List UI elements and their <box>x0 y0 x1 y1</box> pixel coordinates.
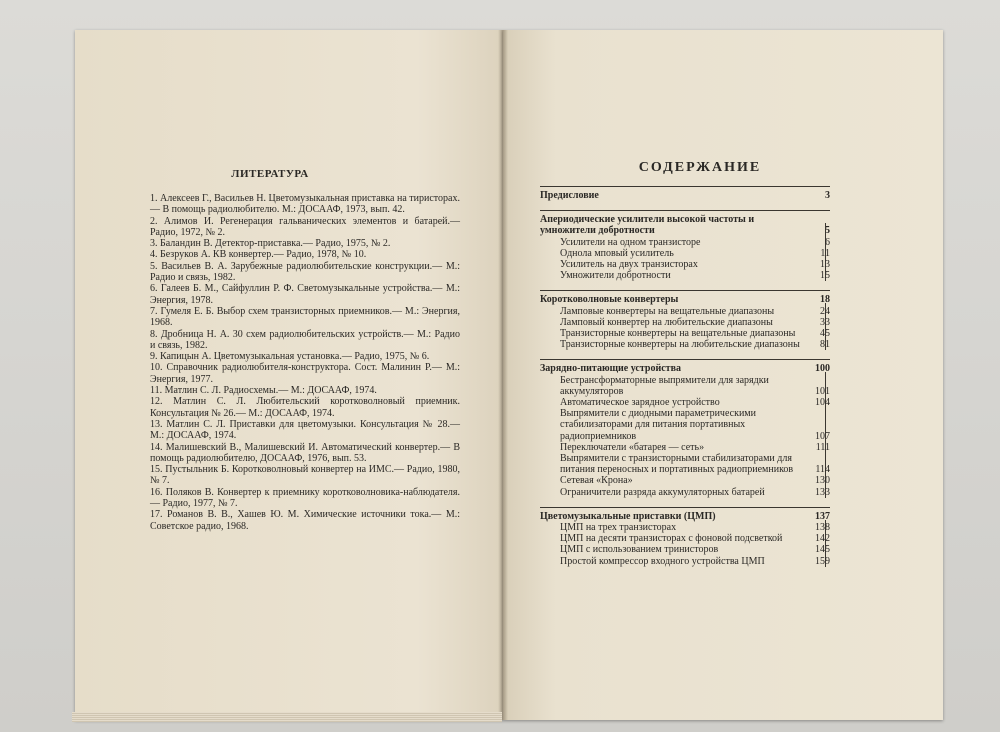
entry-page-number: 15 <box>820 270 830 282</box>
contents-entry <box>540 190 830 201</box>
contents-subentry <box>560 487 830 498</box>
contents-entry <box>540 294 830 305</box>
contents-subentry <box>560 317 830 328</box>
entry-page-number: 145 <box>815 544 830 556</box>
contents-entry <box>540 363 830 374</box>
entry-title: ЦМП с использованием тринисторов <box>560 544 719 556</box>
entry-page-number: 45 <box>820 328 830 340</box>
literature-item: 3. Баландин В. Детектор-приставка.— Радио, 1975, № 2. <box>150 238 391 250</box>
entry-title: Усилители на одном транзисторе <box>560 236 701 248</box>
entry-title: Сетевая «Крона» <box>560 475 633 487</box>
contents-subentry <box>560 328 830 339</box>
entry-page-number: 159 <box>815 555 830 567</box>
entry-title: Предисловие <box>540 190 599 201</box>
contents-subentry <box>560 408 830 442</box>
entry-page-number: 6 <box>825 236 830 248</box>
entry-page-number: 33 <box>820 316 830 328</box>
contents-subentry <box>560 339 830 350</box>
book-gutter <box>498 30 508 720</box>
section-heading <box>540 210 830 236</box>
entry-title: Ограничители разряда аккумуляторных батарей <box>560 486 765 498</box>
section-heading <box>540 359 830 374</box>
entry-title: Выпрямители с транзисторными стабилизаторами для питания переносных и портативных радиоприемников <box>560 453 794 476</box>
contents-subentry <box>560 397 830 408</box>
entry-page-number: 137 <box>815 510 830 522</box>
entry-title: Цветомузыкальные приставки (ЦМП) <box>540 510 716 522</box>
contents-entry <box>540 214 830 236</box>
entry-page-number: 3 <box>825 190 830 201</box>
entry-title: Переключатели «батарея — сеть» <box>560 441 705 453</box>
section-heading <box>540 186 830 201</box>
entry-page-number: 142 <box>815 533 830 545</box>
entry-page-number: 100 <box>815 363 830 375</box>
literature-item: 9. Капицын А. Цветомузыкальная установка.— Радио, 1975, № 6. <box>150 351 430 363</box>
entry-page-number: 24 <box>820 305 830 317</box>
contents-subentry <box>560 375 830 397</box>
entry-title: Бестрансформаторные выпрямители для зарядки аккумуляторов <box>560 374 769 397</box>
entry-title: Коротковолновые конвертеры <box>540 294 679 306</box>
contents-subentry <box>560 544 830 555</box>
contents-subentry <box>560 306 830 317</box>
entry-page-number: 138 <box>815 522 830 534</box>
contents-subentry <box>560 270 830 281</box>
contents-title: СОДЕРЖАНИЕ <box>638 160 762 175</box>
entry-title: Простой компрессор входного устройства ЦМП <box>560 555 765 567</box>
literature-item: 11. Матлин С. Л. Радиосхемы.— М.: ДОСААФ, 1974. <box>150 385 377 397</box>
entry-title: Зарядно-питающие устройства <box>540 363 681 375</box>
contents-subentry <box>560 522 830 533</box>
entry-page-number: 5 <box>825 225 830 237</box>
literature-item: 8. Дробница Н. А. 30 схем радиолюбительских устройств.— М.: Радио и связь, 1982. <box>150 328 460 351</box>
literature-list <box>150 193 460 532</box>
contents-section <box>540 507 830 567</box>
literature-item: 6. Галеев Б. М., Сайфуллин Р. Ф. Светомузыкальные устройства.— М.: Энергия, 1978. <box>150 283 460 306</box>
entry-page-number: 13 <box>820 259 830 271</box>
literature-item: 17. Романов В. В., Хашев Ю. М. Химические источники тока.— М.: Советское радио, 1968. <box>150 509 460 532</box>
literature-item: 4. Безруков А. КВ конвертер.— Радио, 1978, № 10. <box>150 249 367 261</box>
entry-title: Ламповые конвертеры на вещательные диапазоны <box>560 305 775 317</box>
contents-subentry <box>560 259 830 270</box>
contents-section <box>540 290 830 350</box>
table-of-contents <box>540 186 830 576</box>
entry-title: Однола мповый усилитель <box>560 247 674 259</box>
literature-item: 1. Алексеев Г., Васильев Н. Цветомузыкальная приставка на тиристорах.— В помощь радиолюбителю. М.: ДОСААФ, 1973, вып. 42. <box>150 193 460 216</box>
entry-title: Автоматическое зарядное устройство <box>560 397 720 409</box>
contents-subentry <box>560 453 830 475</box>
entry-page-number: 107 <box>815 430 830 442</box>
entry-page-number: 81 <box>820 339 830 351</box>
contents-section <box>540 359 830 497</box>
entry-page-number: 104 <box>815 397 830 409</box>
entry-page-number: 133 <box>815 486 830 498</box>
entry-page-number: 11 <box>820 247 830 259</box>
entry-title: Ламповый конвертер на любительские диапазоны <box>560 316 773 328</box>
contents-subentry <box>560 475 830 486</box>
entry-title: Транзисторные конвертеры на вещательные диапазоны <box>560 328 796 340</box>
entry-title: Умножители добротности <box>560 270 671 282</box>
entry-page-number: 111 <box>815 441 830 453</box>
entry-page-number: 18 <box>820 294 830 306</box>
contents-subentry <box>560 533 830 544</box>
literature-item: 15. Пустыльник Б. Коротковолновый конвертер на ИМС.— Радио, 1980, № 7. <box>150 464 460 487</box>
contents-subentry <box>560 442 830 453</box>
entry-title: ЦМП на трех транзисторах <box>560 522 677 534</box>
entry-page-number: 101 <box>815 385 830 397</box>
literature-item: 2. Алимов И. Регенерация гальванических элементов и батарей.— Радио, 1972, № 2. <box>150 215 460 238</box>
literature-item: 16. Поляков В. Конвертер к приемнику коротковолновика-наблюдателя.— Радио, 1977, № 7. <box>150 486 460 510</box>
page-edges <box>72 712 502 722</box>
literature-item: 14. Малишевский В., Малишевский И. Автоматический конвертер.— В помощь радиолюбителю, ДОСААФ, 1976, вып. 53. <box>150 441 460 464</box>
contents-subentry <box>560 556 830 567</box>
contents-subentry <box>560 237 830 248</box>
entry-page-number: 114 <box>815 464 830 476</box>
entry-title: Выпрямители с диодными параметрическими стабилизаторами для питания портативных радиоприемников <box>560 408 756 442</box>
contents-entry <box>540 511 830 522</box>
contents-section <box>540 210 830 281</box>
entry-title: Транзисторные конвертеры на любительские диапазоны <box>560 339 800 351</box>
literature-title: ЛИТЕРАТУРА <box>231 168 309 180</box>
literature-item: 5. Васильев В. А. Зарубежные радиолюбительские конструкции.— М.: Радио и связь, 1982. <box>150 260 460 284</box>
literature-item: 10. Справочник радиолюбителя-конструктора. Сост. Малинин Р.— М.: Энергия, 1977. <box>150 362 460 385</box>
contents-section <box>540 186 830 201</box>
section-heading <box>540 507 830 522</box>
entry-title: Усилитель на двух транзисторах <box>560 259 698 271</box>
entry-page-number: 130 <box>815 475 830 487</box>
entry-title: ЦМП на десяти транзисторах с фоновой подсветкой <box>560 533 783 545</box>
contents-subentry <box>560 248 830 259</box>
section-heading <box>540 290 830 305</box>
literature-item: 7. Гумеля Е. Б. Выбор схем транзисторных приемников.— М.: Энергия, 1968. <box>150 305 460 329</box>
entry-title: Апериодические усилители высокой частоты и умножители добротности <box>540 214 755 237</box>
literature-item: 12. Матлин С. Л. Любительский коротковолновый приемник. Консультация № 26.— М.: ДОСААФ, 1974. <box>150 396 460 419</box>
literature-item: 13. Матлин С. Л. Приставки для цветомузыки. Консультация № 28.— М.: ДОСААФ, 1974. <box>150 418 460 442</box>
